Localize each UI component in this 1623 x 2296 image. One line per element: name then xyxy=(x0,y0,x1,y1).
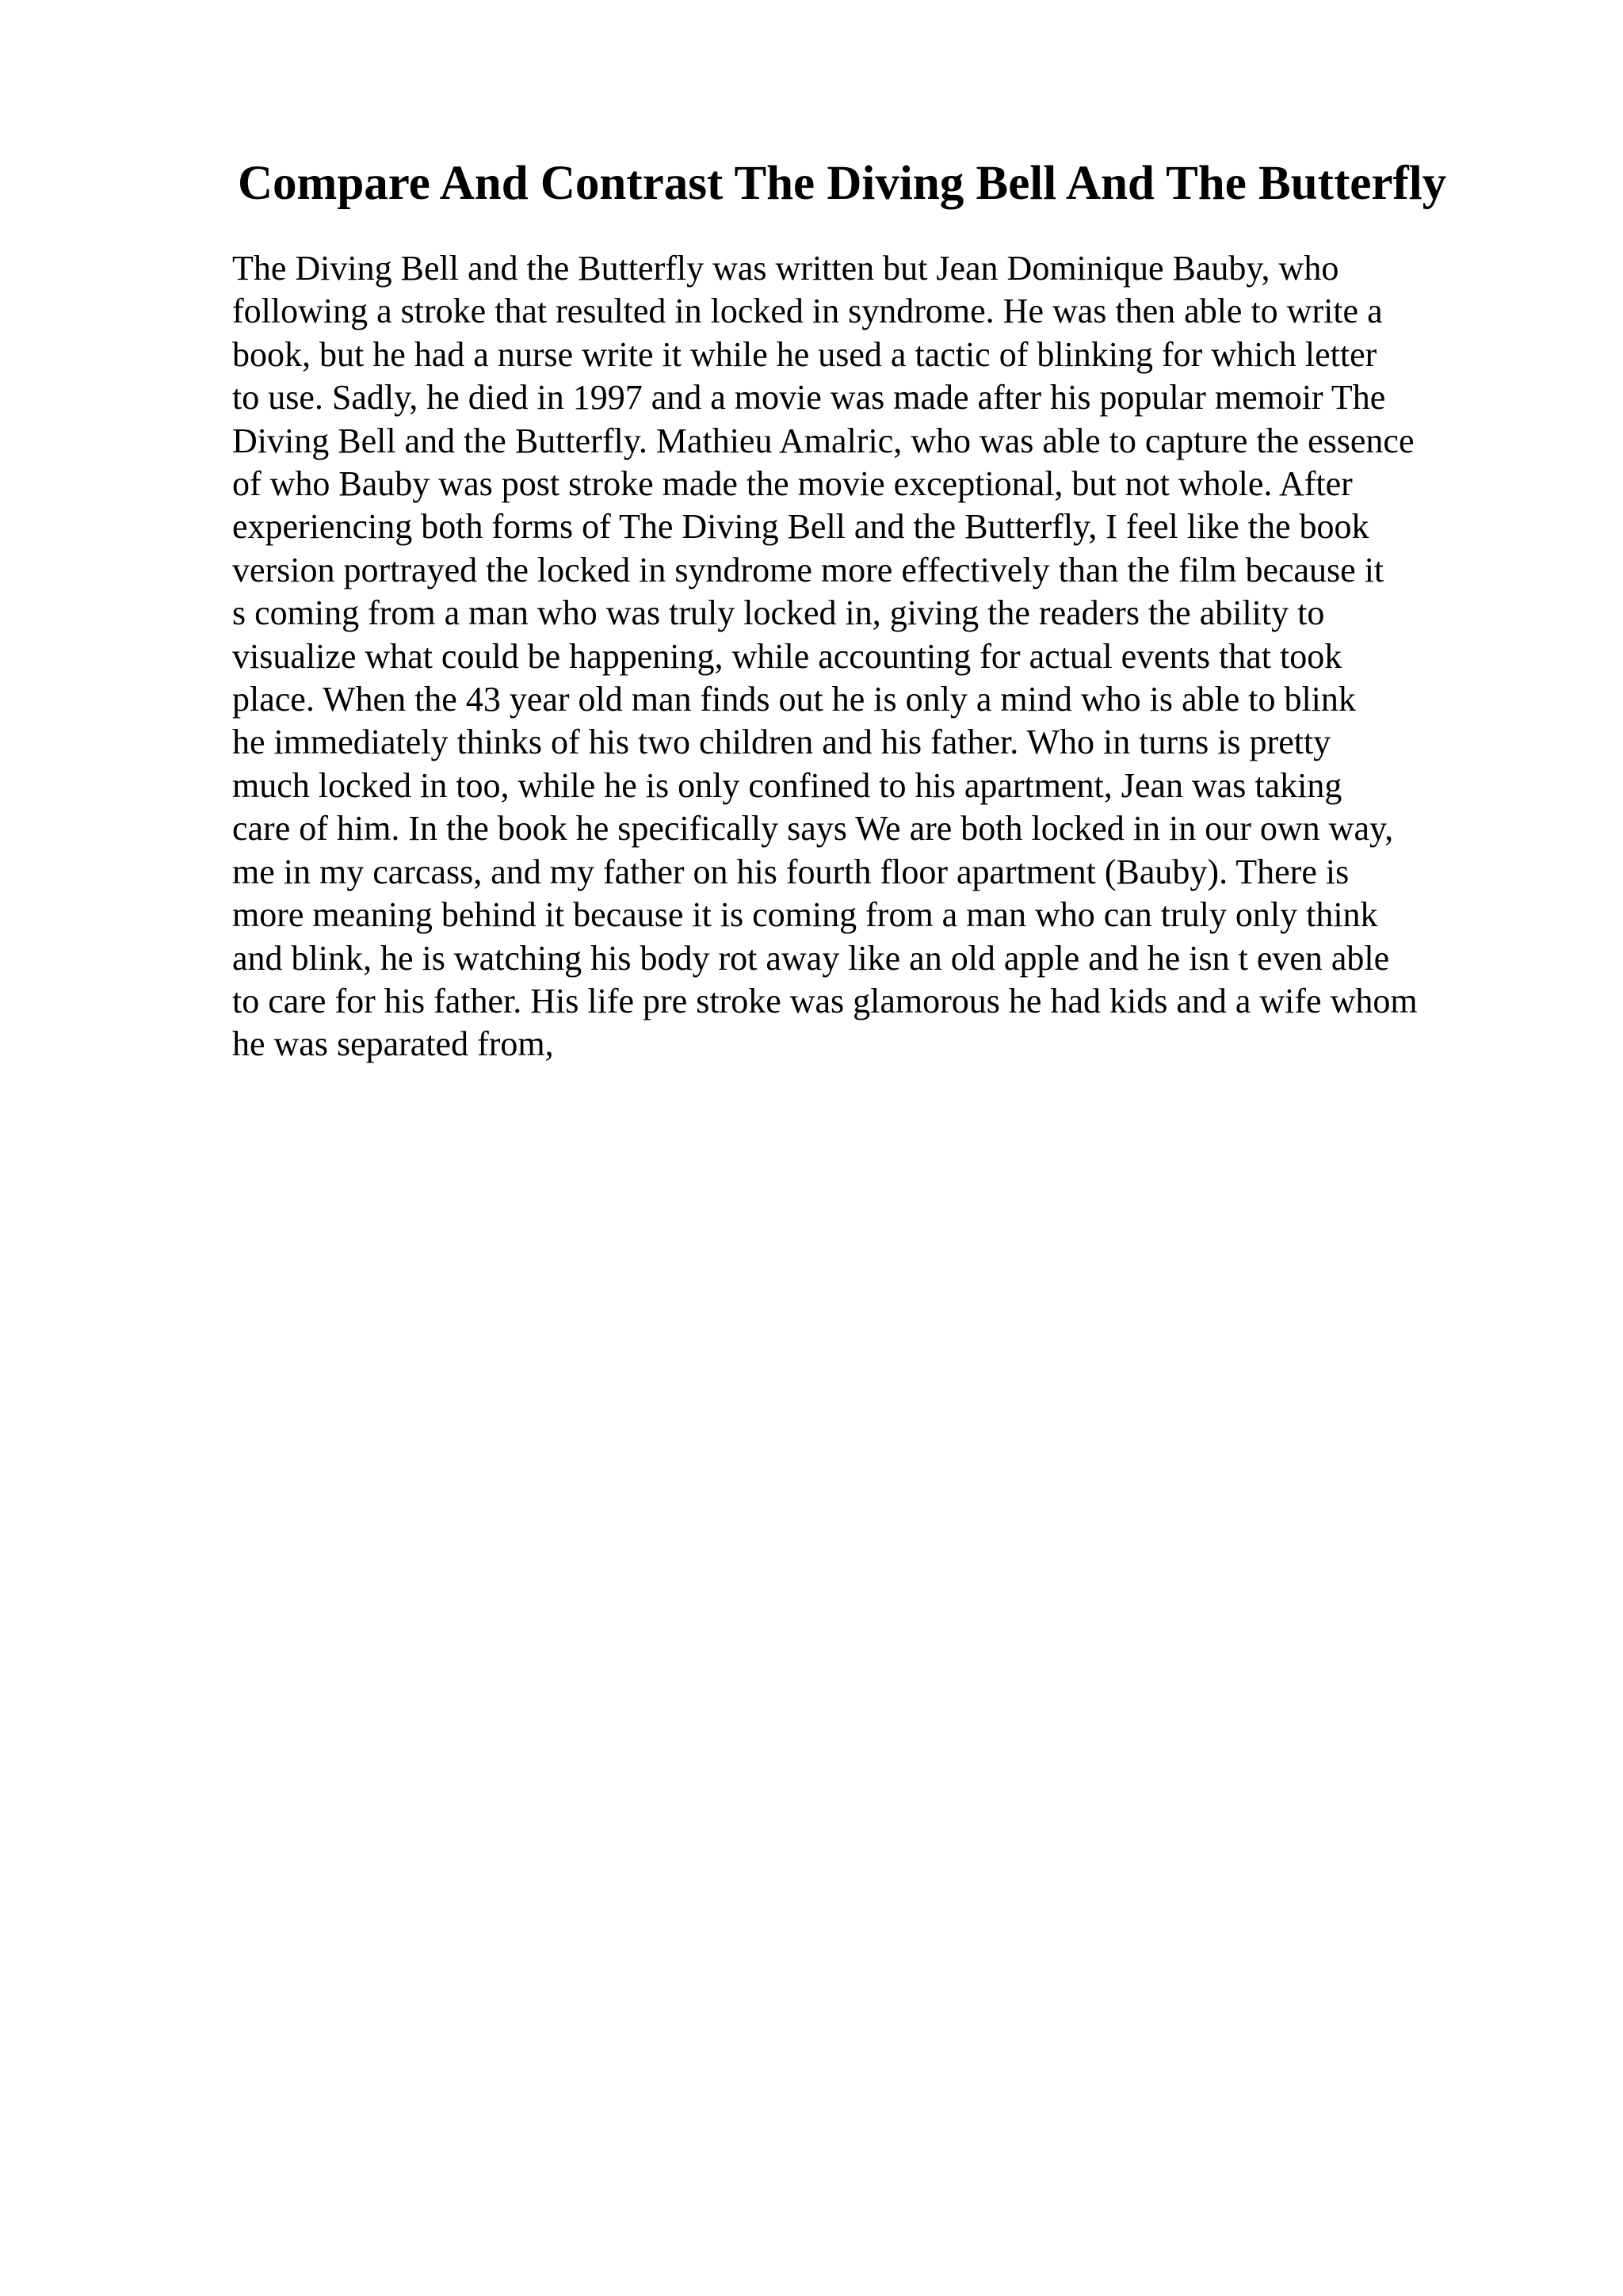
body-line: The Diving Bell and the Butterfly was written but Jean Dominique Bauby, who xyxy=(232,249,1339,288)
body-line: Diving Bell and the Butterfly. Mathieu Amalric, who was able to capture the essence xyxy=(232,421,1415,460)
body-line: he immediately thinks of his two children and his father. Who in turns is pretty xyxy=(232,723,1331,762)
body-line: following a stroke that resulted in locked in syndrome. He was then able to write a xyxy=(232,292,1383,331)
body-line: place. When the 43 year old man finds out he is only a mind who is able to blink xyxy=(232,680,1356,719)
body-line: s coming from a man who was truly locked in, giving the readers the ability to xyxy=(232,593,1325,633)
body-line: visualize what could be happening, while accounting for actual events that took xyxy=(232,636,1342,676)
body-line: care of him. In the book he specifically says We are both locked in in our own way, xyxy=(232,809,1394,849)
body-line: of who Bauby was post stroke made the movie exceptional, but not whole. After xyxy=(232,464,1353,504)
body-line: to use. Sadly, he died in 1997 and a movie was made after his popular memoir The xyxy=(232,378,1386,418)
body-line: much locked in too, while he is only confined to his apartment, Jean was taking xyxy=(232,765,1342,805)
body-line: me in my carcass, and my father on his fourth floor apartment (Bauby). There is xyxy=(232,852,1350,891)
body-line: book, but he had a nurse write it while he used a tactic of blinking for which letter xyxy=(232,334,1377,374)
document-title: Compare And Contrast The Diving Bell And The Butterfly xyxy=(238,157,1447,210)
body-line: and blink, he is watching his body rot away like an old apple and he isn t even able xyxy=(232,938,1390,978)
body-line: to care for his father. His life pre stroke was glamorous he had kids and a wife whom xyxy=(232,981,1418,1020)
body-line: more meaning behind it because it is coming from a man who can truly only think xyxy=(232,895,1378,935)
body-line: he was separated from, xyxy=(232,1024,554,1064)
body-line: version portrayed the locked in syndrome more effectively than the film because it xyxy=(232,550,1384,589)
body-line: experiencing both forms of The Diving Bell and the Butterfly, I feel like the book xyxy=(232,507,1369,547)
document-body xyxy=(232,247,1532,1066)
